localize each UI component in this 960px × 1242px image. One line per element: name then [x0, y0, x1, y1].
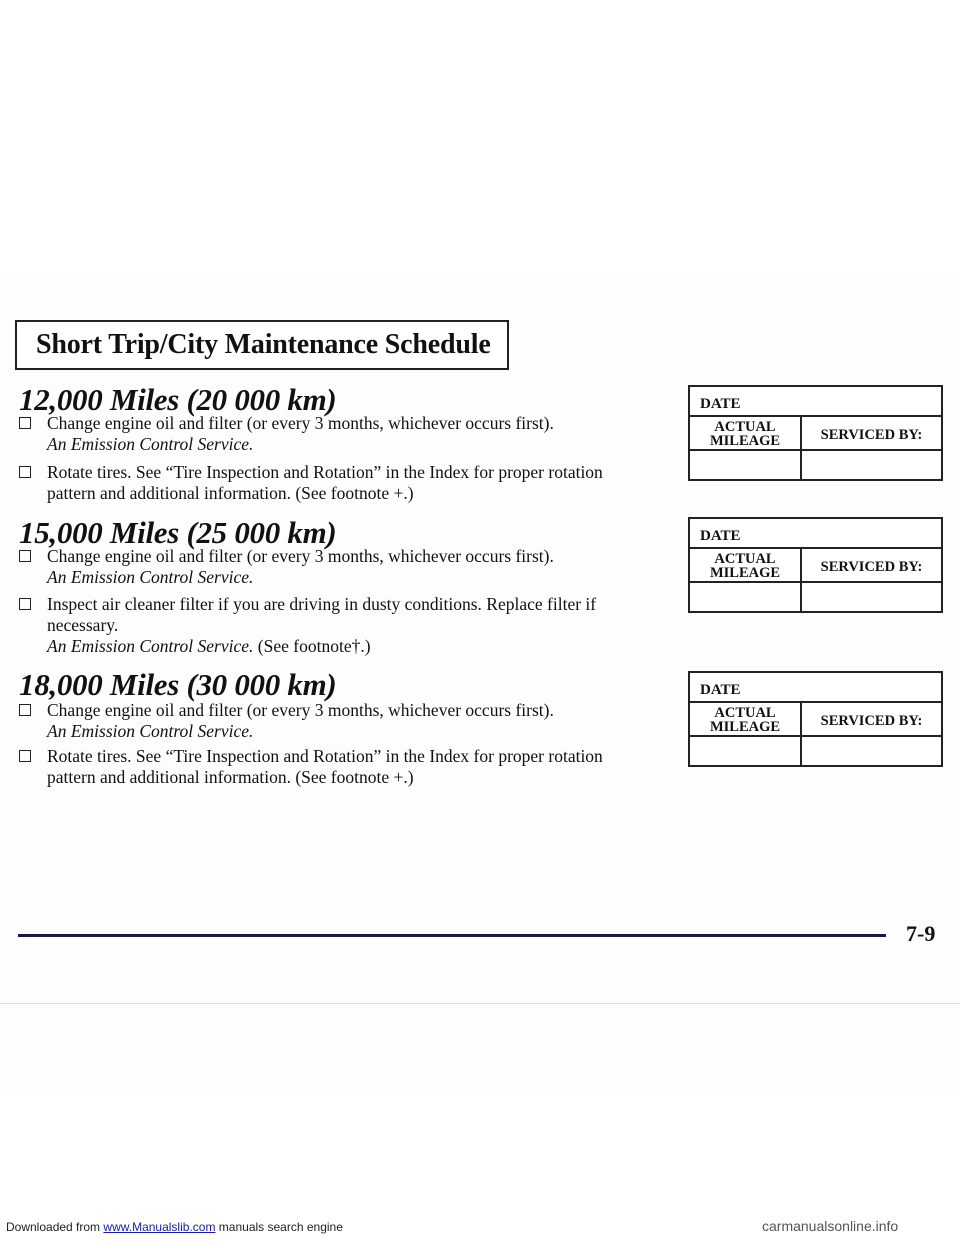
checkbox-icon[interactable] — [19, 704, 31, 716]
serviced-by-header: SERVICED BY: — [820, 427, 923, 443]
scan-edge-line — [0, 1003, 960, 1004]
date-field[interactable]: DATE — [690, 519, 941, 549]
serviced-by-field[interactable] — [802, 583, 941, 611]
download-footer: Downloaded from www.Manualslib.com manuals search engine — [6, 1220, 343, 1234]
date-field[interactable]: DATE — [690, 387, 941, 417]
serviced-by-field[interactable] — [802, 737, 941, 765]
list-item: Inspect air cleaner filter if you are driving in dusty conditions. Replace filter if necessary. An Emission Control Service. (See footnote†.) — [19, 594, 639, 657]
actual-mileage-header: ACTUAL MILEAGE — [690, 703, 802, 735]
actual-mileage-field[interactable] — [690, 737, 802, 765]
serviced-by-header: SERVICED BY: — [820, 559, 923, 575]
list-item: Change engine oil and filter (or every 3 months, whichever occurs first). An Emission Control Service. — [19, 546, 639, 588]
section-heading-12000: 12,000 Miles (20 000 km) — [19, 382, 337, 417]
checkbox-icon[interactable] — [19, 598, 31, 610]
checkbox-icon[interactable] — [19, 550, 31, 562]
actual-mileage-header: ACTUAL MILEAGE — [690, 417, 802, 449]
page-rule — [18, 934, 886, 937]
actual-mileage-field[interactable] — [690, 451, 802, 479]
checkbox-icon[interactable] — [19, 466, 31, 478]
page-number: 7-9 — [906, 921, 936, 946]
list-item: Rotate tires. See “Tire Inspection and Rotation” in the Index for proper rotation pattern and additional information. (See footnote +.) — [19, 462, 639, 504]
list-item: Rotate tires. See “Tire Inspection and Rotation” in the Index for proper rotation pattern and additional information. (See footnote +.) — [19, 746, 639, 788]
manualslib-link[interactable]: www.Manualslib.com — [103, 1220, 216, 1234]
service-record-table-18000 — [688, 671, 943, 767]
page-title: Short Trip/City Maintenance Schedule — [36, 329, 491, 360]
actual-mileage-field[interactable] — [690, 583, 802, 611]
service-record-table-12000 — [688, 385, 943, 481]
list-item: Change engine oil and filter (or every 3 months, whichever occurs first). An Emission Control Service. — [19, 700, 639, 742]
date-field[interactable]: DATE — [690, 673, 941, 703]
checkbox-icon[interactable] — [19, 750, 31, 762]
checkbox-icon[interactable] — [19, 417, 31, 429]
serviced-by-field[interactable] — [802, 451, 941, 479]
serviced-by-header: SERVICED BY: — [820, 713, 923, 729]
actual-mileage-header: ACTUAL MILEAGE — [690, 549, 802, 581]
page-title-box — [15, 320, 509, 370]
section-heading-18000: 18,000 Miles (30 000 km) — [19, 667, 337, 702]
service-record-table-15000 — [688, 517, 943, 613]
list-item: Change engine oil and filter (or every 3 months, whichever occurs first). An Emission Control Service. — [19, 413, 639, 455]
watermark: carmanualsonline.info — [762, 1218, 899, 1234]
section-heading-15000: 15,000 Miles (25 000 km) — [19, 515, 337, 550]
